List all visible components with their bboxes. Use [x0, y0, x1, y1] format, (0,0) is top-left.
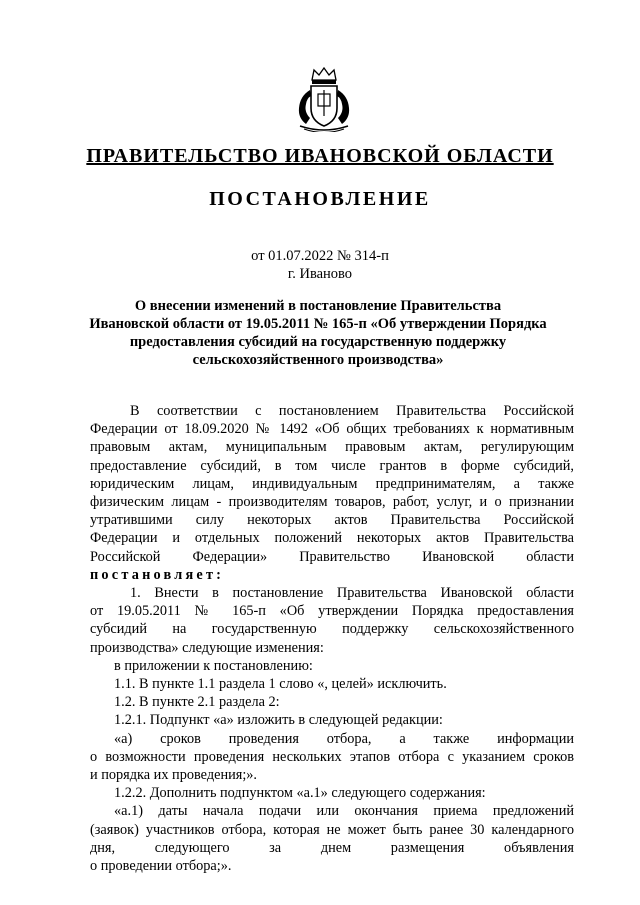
- title-line: Ивановской области от 19.05.2011 № 165-п «Об утверждении Порядка: [89, 316, 547, 332]
- title-line: сельскохозяйственного производства»: [192, 352, 444, 368]
- body-line: 1.2.2. Дополнить подпунктом «а.1» следующего содержания:: [114, 785, 486, 802]
- body-line: утратившими силу некоторых актов Правительства Российской: [90, 512, 574, 529]
- body-line: Федерации от 18.09.2020 № 1492 «Об общих требованиях к нормативным: [90, 421, 574, 438]
- government-name: ПРАВИТЕЛЬСТВО ИВАНОВСКОЙ ОБЛАСТИ: [86, 145, 554, 167]
- body-line: в приложении к постановлению:: [114, 657, 313, 674]
- document-type: ПОСТАНОВЛЕНИЕ: [209, 188, 431, 210]
- title-line: О внесении изменений в постановление Правительства: [134, 298, 502, 314]
- document-title: [88, 297, 548, 369]
- body-line: 1.1. В пункте 1.1 раздела 1 слово «, целей» исключить.: [114, 676, 447, 693]
- body-line: физическим лицам - производителям товаров, работ, услуг, и о признании: [90, 494, 574, 511]
- body-line: «а.1) даты начала подачи или окончания приема предложений: [114, 803, 574, 820]
- body-line: 1. Внести в постановление Правительства Ивановской области: [130, 585, 574, 602]
- body-line: 1.2.1. Подпункт «а» изложить в следующей редакции:: [114, 712, 443, 729]
- body-line: от 19.05.2011 № 165-п «Об утверждении Порядка предоставления: [90, 603, 574, 620]
- body-line: и порядка их проведения;».: [90, 767, 258, 784]
- body-line: о проведении отбора;».: [90, 858, 232, 875]
- decrees-word: постановляет:: [90, 566, 225, 583]
- date-and-number-block: [0, 247, 640, 283]
- body-line: Российской Федерации» Правительство Ивановской области: [90, 548, 574, 565]
- date-number: от 01.07.2022 № 314-п: [251, 248, 389, 264]
- body-line: В соответствии с постановлением Правительства Российской: [130, 403, 574, 419]
- body-line: (заявок) участников отбора, которая не может быть ранее 30 календарного: [90, 821, 574, 838]
- body-line: субсидий на государственную поддержку сельскохозяйственного: [90, 621, 574, 638]
- body-line: «а) сроков проведения отбора, а также информации: [114, 730, 574, 747]
- body-line: юридическим лицам, индивидуальным предпринимателям, а также: [90, 475, 574, 492]
- body-line: 1.2. В пункте 2.1 раздела 2:: [114, 694, 280, 711]
- body-line: Федерации и отдельных положений некоторых актов Правительства: [90, 530, 574, 547]
- body-line: производства» следующие изменения:: [90, 639, 324, 656]
- city: г. Иваново: [287, 266, 353, 282]
- body-line: предоставление субсидий, в том числе грантов в форме субсидий,: [90, 457, 574, 474]
- title-line: предоставления субсидий на государственную поддержку: [129, 334, 507, 350]
- ivanovo-coat-of-arms-icon: [294, 66, 354, 132]
- body-line: дня, следующего за днем размещения объявления: [90, 839, 574, 856]
- body-line: правовым актам, муниципальным правовым актам, регулирующим: [90, 439, 574, 456]
- document-body: [90, 402, 574, 875]
- body-line: о возможности проведения нескольких этапов отбора с указанием сроков: [90, 748, 574, 765]
